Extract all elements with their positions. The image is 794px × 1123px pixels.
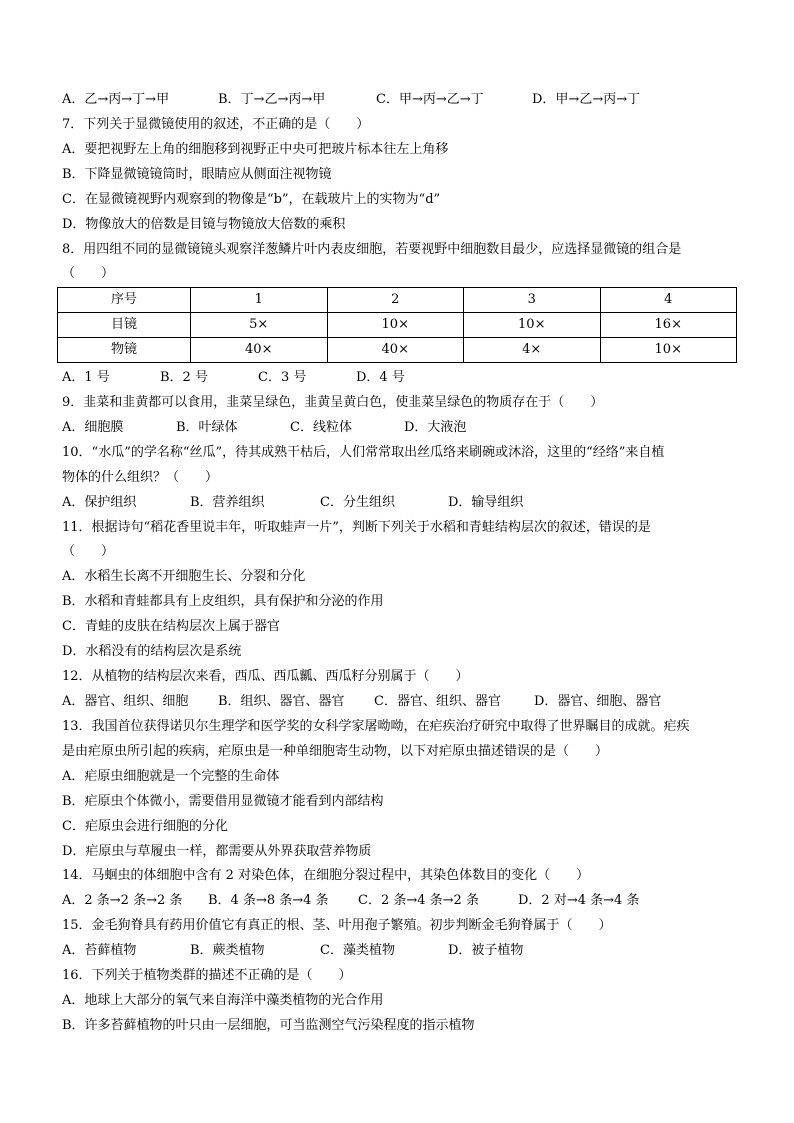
table-cell: 5×: [191, 313, 328, 338]
q11-stem-2: （ ）: [62, 544, 115, 559]
table-row: [58, 288, 737, 313]
q9-option-a: A．细胞膜: [62, 420, 124, 435]
table-cell: 10×: [464, 313, 601, 338]
q12-stem: 12．从植物的结构层次来看，西瓜、西瓜瓤、西瓜籽分别属于（ ）: [62, 669, 469, 684]
q12-option-a: A．器官、组织、细胞: [62, 694, 189, 709]
q14-option-c: C．2 条→4 条→2 条: [358, 893, 479, 908]
q16-option-a: A．地球上大部分的氧气来自海洋中藻类植物的光合作用: [62, 993, 384, 1008]
q12-option-b: B．组织、器官、器官: [218, 694, 345, 709]
table-cell: 4×: [464, 338, 601, 363]
table-cell: 1: [191, 288, 328, 313]
q8-option-d: D．4 号: [356, 370, 405, 385]
table-row: [58, 338, 737, 363]
table-cell: 序号: [58, 288, 191, 313]
q8-option-c: C．3 号: [258, 370, 307, 385]
q12-option-d: D．器官、细胞、器官: [534, 694, 662, 709]
q14-options: [62, 892, 639, 910]
q10-option-b: B．营养组织: [190, 495, 265, 510]
table-cell: 目镜: [58, 313, 191, 338]
q16-stem: 16．下列关于植物类群的描述不正确的是（ ）: [62, 968, 352, 983]
q6-option-c: C．甲→丙→乙→丁: [376, 92, 484, 107]
q10-stem-1: 10．“水瓜”的学名称“丝瓜”，待其成熟干枯后，人们常常取出丝瓜络来刷碗或沐浴，这里的“经络”来自植: [62, 445, 665, 460]
table-cell: 2: [327, 288, 464, 313]
q10-option-a: A．保护组织: [62, 495, 137, 510]
q14-stem: 14．马蛔虫的体细胞中含有 2 对染色体，在细胞分裂过程中，其染色体数目的变化（ ）: [62, 868, 590, 883]
q9-option-c: C．线粒体: [290, 420, 352, 435]
q9-option-d: D．大液泡: [404, 420, 467, 435]
q14-option-d: D．2 对→4 条→4 条: [518, 893, 640, 908]
table-cell: 物镜: [58, 338, 191, 363]
q13-option-a: A．疟原虫细胞就是一个完整的生命体: [62, 769, 280, 784]
q11-option-b: B．水稻和青蛙都具有上皮组织，具有保护和分泌的作用: [62, 594, 384, 609]
q15-option-c: C．藻类植物: [320, 943, 395, 958]
q8-options: [62, 369, 405, 387]
q10-stem-2: 物体的什么组织？（ ）: [62, 470, 219, 485]
q11-option-c: C．青蛙的皮肤在结构层次上属于器官: [62, 619, 280, 634]
q16-option-b: B．许多苔藓植物的叶只由一层细胞，可当监测空气污染程度的指示植物: [62, 1018, 475, 1033]
q12-options: [62, 693, 661, 711]
q15-option-d: D．被子植物: [448, 943, 524, 958]
q9-stem: 9．韭菜和韭黄都可以食用，韭菜呈绿色，韭黄呈黄白色，使韭菜呈绿色的物质存在于（ ）: [62, 395, 604, 410]
q7-option-c: C．在显微镜视野内观察到的物像是“b”，在载玻片上的实物为“d”: [62, 192, 441, 207]
q8-stem: 8．用四组不同的显微镜镜头观察洋葱鳞片叶内表皮细胞，若要视野中细胞数目最少，应选择显微镜的组合是: [62, 242, 682, 257]
q14-option-b: B．4 条→8 条→4 条: [208, 893, 329, 908]
q11-stem-1: 11．根据诗句“稻花香里说丰年，听取蛙声一片”，判断下列关于水稻和青蛙结构层次的叙述，错误的是: [62, 520, 651, 535]
q10-option-c: C．分生组织: [320, 495, 395, 510]
q10-options: [62, 494, 523, 512]
q13-option-c: C．疟原虫会进行细胞的分化: [62, 819, 228, 834]
q7-option-a: A．要把视野左上角的细胞移到视野正中央可把玻片标本往左上角移: [62, 142, 449, 157]
q7-option-b: B．下降显微镜镜筒时，眼睛应从侧面注视物镜: [62, 167, 332, 182]
table-cell: 10×: [327, 313, 464, 338]
table-cell: 10×: [600, 338, 737, 363]
table-cell: 40×: [327, 338, 464, 363]
q12-option-c: C．器官、组织、器官: [374, 694, 501, 709]
q8-stem-paren: （ ）: [62, 266, 115, 281]
q7-option-d: D．物像放大的倍数是目镜与物镜放大倍数的乘积: [62, 217, 346, 232]
table-cell: 3: [464, 288, 601, 313]
q11-option-d: D．水稻没有的结构层次是系统: [62, 644, 242, 659]
q8-option-b: B．2 号: [160, 370, 208, 385]
q15-option-b: B．蕨类植物: [190, 943, 265, 958]
q9-option-b: B．叶绿体: [176, 420, 238, 435]
q6-option-b: B．丁→乙→丙→甲: [218, 92, 326, 107]
q14-option-a: A．2 条→2 条→2 条: [62, 893, 183, 908]
table-cell: 16×: [600, 313, 737, 338]
q15-option-a: A．苔藓植物: [62, 943, 137, 958]
q11-option-a: A．水稻生长离不开细胞生长、分裂和分化: [62, 569, 306, 584]
q15-stem: 15．金毛狗脊具有药用价值它有真正的根、茎、叶用孢子繁殖。初步判断金毛狗脊属于（ ）: [62, 918, 612, 933]
table-row: [58, 313, 737, 338]
q13-option-d: D．疟原虫与草履虫一样，都需要从外界获取营养物质: [62, 844, 372, 859]
q6-option-a: A．乙→丙→丁→甲: [62, 92, 170, 107]
q15-options: [62, 942, 523, 960]
table-cell: 4: [600, 288, 737, 313]
q13-option-b: B．疟原虫个体微小，需要借用显微镜才能看到内部结构: [62, 794, 384, 809]
table-cell: 40×: [191, 338, 328, 363]
q13-stem-1: 13．我国首位获得诺贝尔生理学和医学奖的女科学家屠呦呦，在疟疾治疗研究中取得了世界瞩目的成就。疟疾: [62, 719, 690, 734]
q9-options: [62, 419, 466, 437]
q8-option-a: A．1 号: [62, 370, 110, 385]
microscope-lens-table: [57, 287, 737, 363]
q10-option-d: D．输导组织: [448, 495, 524, 510]
q6-option-d: D．甲→乙→丙→丁: [532, 92, 641, 107]
q6-options: [62, 91, 640, 109]
q13-stem-2: 是由疟原虫所引起的疾病，疟原虫是一种单细胞寄生动物，以下对疟原虫描述错误的是（ ）: [62, 744, 609, 759]
q7-stem: 7．下列关于显微镜使用的叙述，不正确的是（ ）: [62, 117, 370, 132]
